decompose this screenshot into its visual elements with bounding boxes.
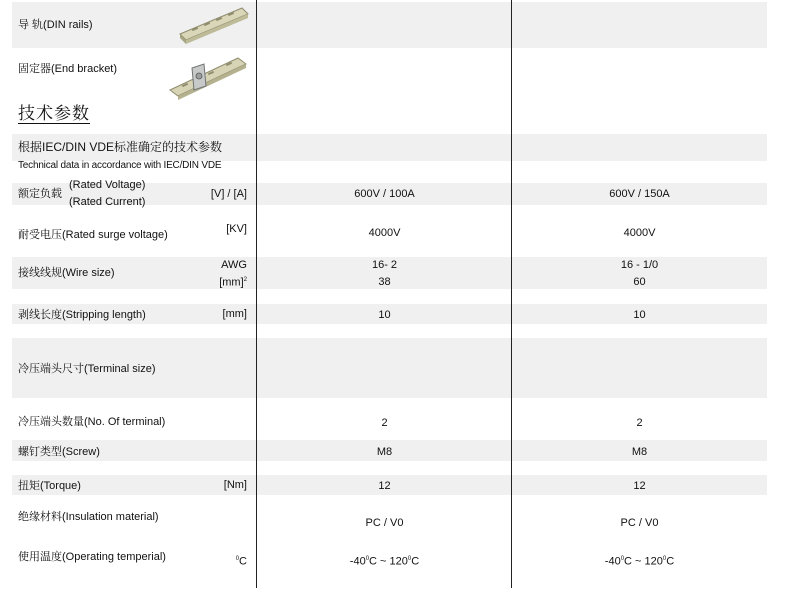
terminal-size-label: 冷压端头尺寸(Terminal size) [18, 363, 156, 375]
wire-size-col2-awg: 16 - 1/0 [620, 259, 659, 271]
stripping-col1: 10 [378, 309, 391, 321]
surge-col1: 4000V [368, 227, 401, 239]
column-divider-2 [511, 0, 512, 588]
wire-size-col1-mm: 38 [378, 276, 391, 288]
torque-label: 扭矩(Torque) [18, 480, 81, 492]
temperature-unit: $^0$C [235, 555, 247, 568]
rated-load-col1: 600V / 100A [354, 188, 415, 200]
terminal-count-col2: 2 [636, 417, 643, 429]
temperature-col2: $-40^0C$ ~ $120^0C$ [604, 555, 675, 568]
torque-unit: [Nm] [223, 479, 247, 491]
spec-header-title: 根据IEC/DIN VDE标准确定的技术参数 [18, 140, 223, 154]
end-bracket-image [168, 50, 252, 100]
terminal-count-col1: 2 [381, 417, 388, 429]
stripping-label: 剥线长度(Stripping length) [18, 309, 146, 321]
din-rail-image [178, 4, 250, 46]
torque-col2: 12 [633, 480, 646, 492]
wire-size-unit-mm: [mm]$^2$ [219, 276, 247, 289]
wire-size-col1-awg: 16- 2 [371, 259, 398, 271]
screw-label: 螺钉类型(Screw) [18, 446, 100, 458]
screw-col2: M8 [631, 446, 648, 458]
spec-header-subtitle: Technical data in accordance with IEC/DIN VDE [18, 160, 222, 171]
wire-size-unit-awg: AWG [221, 259, 247, 271]
column-divider-1 [256, 0, 257, 588]
rated-load-col2: 600V / 150A [609, 188, 670, 200]
screw-col1: M8 [376, 446, 393, 458]
rated-current-label: (Rated Current) [69, 196, 146, 208]
temperature-col1: $-40^0C$ ~ $120^0C$ [349, 555, 420, 568]
torque-col1: 12 [378, 480, 391, 492]
rated-load-unit: [V] / [A] [210, 188, 247, 200]
end-bracket-label: 固定器(End bracket) [18, 63, 118, 75]
temperature-label: 使用温度(Operating temperial) [18, 551, 166, 563]
rated-voltage-label: (Rated Voltage) [69, 179, 146, 191]
stripping-col2: 10 [633, 309, 646, 321]
stripping-unit: [mm] [222, 308, 247, 320]
wire-size-label: 接线线规(Wire size) [18, 267, 115, 279]
insulation-col2: PC / V0 [620, 517, 659, 529]
row-band-din-rails [12, 2, 767, 48]
din-rail-label: 导 轨(DIN rails) [18, 19, 93, 31]
surge-unit: [KV] [226, 223, 247, 235]
rated-load-label: 额定负载 [18, 188, 62, 200]
insulation-col1: PC / V0 [365, 517, 404, 529]
terminal-count-label: 冷压端头数量(No. Of terminal) [18, 416, 166, 428]
wire-size-col2-mm: 60 [633, 276, 646, 288]
insulation-label: 绝缘材料(Insulation material) [18, 511, 159, 523]
surge-label: 耐受电压(Rated surge voltage) [18, 229, 168, 241]
section-title: 技术参数 [18, 104, 90, 123]
surge-col2: 4000V [623, 227, 656, 239]
